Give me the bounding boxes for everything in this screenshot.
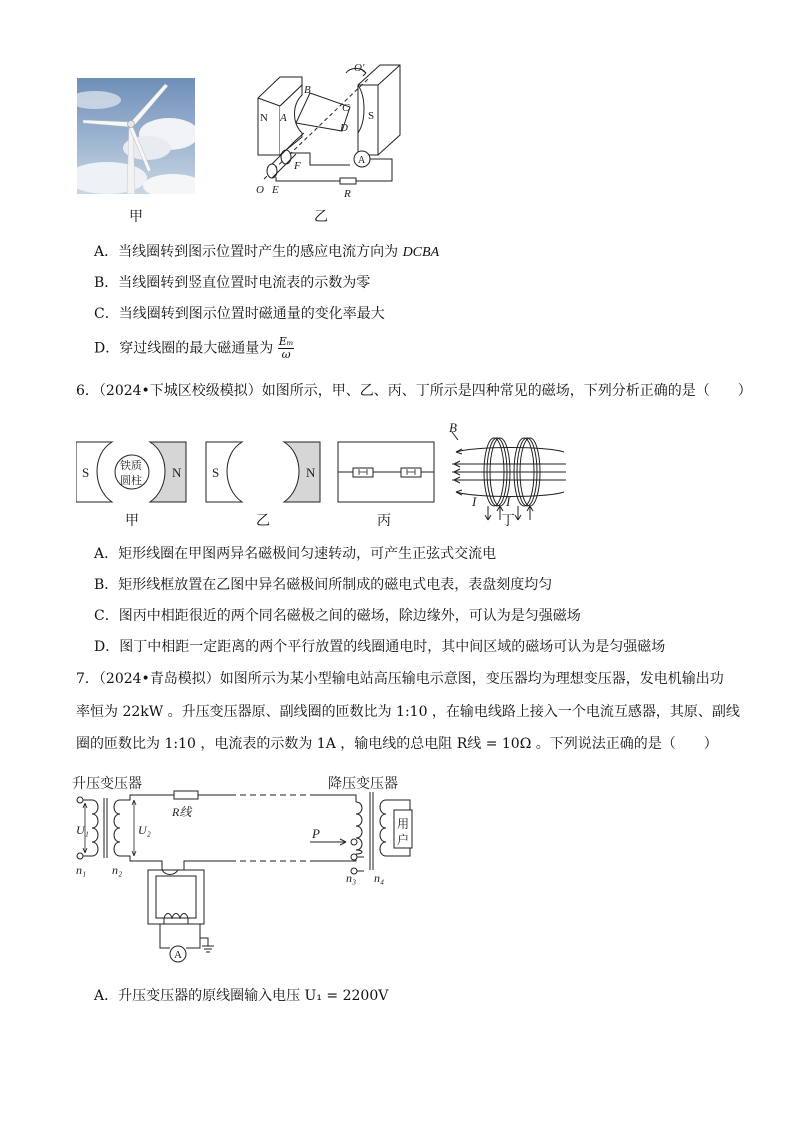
r-line-label: R线 (172, 805, 192, 819)
brush-e-label: E (272, 184, 279, 196)
wind-turbine-photo (77, 78, 195, 194)
q7-stem-line-3: 圈的匝数比为 1:10 ，电流表的示数为 1A ，输电线的总电阻 R线 = 10Ω 。下列说法正确的是（ ） (76, 736, 718, 752)
ding-i-label-right: I (506, 494, 511, 509)
jia-s-label: S (82, 465, 90, 480)
ding-b-label: B (449, 420, 457, 435)
q6-caption-bing: 丙 (377, 513, 391, 529)
yi-n-label: N (306, 465, 316, 480)
q6-option-c: C．图丙中相距很近的两个同名磁极之间的磁场，除边缘外，可认为是匀强磁场 (94, 608, 581, 624)
q6-stem: 6．（2024•下城区校级模拟）如图所示，甲、乙、丙、丁所示是四种常见的磁场，下列分析正确的是（ ） (76, 383, 752, 399)
n3-label: n₃ (346, 871, 357, 885)
coil-c-label: C (342, 102, 350, 114)
magnet-n-label: N (260, 112, 268, 124)
q6-option-d: D．图丁中相距一定距离的两个平行放置的线圈通电时，其中间区域的磁场可认为是匀强磁场 (94, 639, 666, 655)
ding-i-label-left: I (472, 494, 477, 509)
q7-transmission-diagram (70, 770, 415, 970)
fraction-numerator: Eₘ (278, 335, 294, 348)
q7-stem-line-1: 7．（2024•青岛模拟）如图所示为某小型输电站高压输电示意图，变压器均为理想变压器，发电机输出功 (76, 671, 724, 687)
generator-diagram (250, 55, 410, 203)
step-up-label: 升压变压器 (72, 777, 142, 792)
u1-label: U₁ (76, 823, 89, 837)
n2-label: n₂ (112, 863, 123, 877)
q5-option-d-fraction (278, 336, 295, 361)
q6-caption-ding: 丁 (501, 513, 515, 529)
q7-stem-line-2: 率恒为 22kW 。升压变压器原、副线圈的匝数比为 1:10 ，在输电线路上接入一个电流互感器，其原、副线 (76, 704, 740, 720)
fig5-caption-right: 乙 (314, 209, 328, 225)
q5-option-d-text: D．穿过线圈的最大磁通量为 (94, 340, 278, 357)
q5-option-c: C．当线圈转到图示位置时磁通量的变化率最大 (94, 306, 385, 322)
axis-o-label: O (256, 184, 264, 196)
jia-n-label: N (172, 465, 182, 480)
q7-option-a: A．升压变压器的原线圈输入电压 U₁ = 2200V (94, 988, 389, 1004)
q6-caption-yi: 乙 (256, 513, 270, 529)
coil-d-label: D (340, 122, 348, 134)
coil-a-label: A (280, 112, 287, 124)
fraction-denominator: ω (281, 348, 291, 361)
n1-label: n₁ (76, 863, 87, 877)
user-label-1: 用 (397, 817, 410, 831)
yi-s-label: S (212, 465, 220, 480)
q5-option-a-italic: DCBA (402, 245, 440, 260)
iron-core-label-2: 圆柱 (120, 475, 142, 487)
q5-option-a (94, 242, 439, 263)
fig5-caption-left: 甲 (129, 209, 143, 225)
q6-option-b: B．矩形线框放置在乙图中异名磁极间所制成的磁电式电表，表盘刻度均匀 (94, 577, 553, 593)
user-label-2: 户 (397, 833, 410, 847)
q5-option-a-text: A．当线圈转到图示位置时产生的感应电流方向为 (94, 244, 403, 260)
brush-f-label: F (294, 160, 301, 172)
ammeter-label: A (358, 155, 366, 166)
p-label: P (312, 826, 320, 841)
q5-option-d (94, 336, 294, 361)
q6-caption-jia: 甲 (125, 513, 139, 529)
iron-core-label-1: 铁质 (120, 460, 142, 472)
n4-label: n₄ (374, 871, 385, 885)
axis-o-prime-label: O′ (354, 62, 365, 74)
coil-b-label: B (304, 84, 311, 96)
magnet-s-label: S (368, 110, 375, 122)
u2-label: U₂ (138, 823, 151, 837)
resistor-r-label: R (344, 188, 351, 200)
ct-ammeter-label: A (174, 949, 182, 961)
q6-option-a: A．矩形线圈在甲图两异名磁极间匀速转动，可产生正弦式交流电 (94, 546, 497, 562)
step-down-label: 降压变压器 (328, 777, 398, 792)
q5-option-b: B．当线圈转到竖直位置时电流表的示数为零 (94, 275, 371, 291)
